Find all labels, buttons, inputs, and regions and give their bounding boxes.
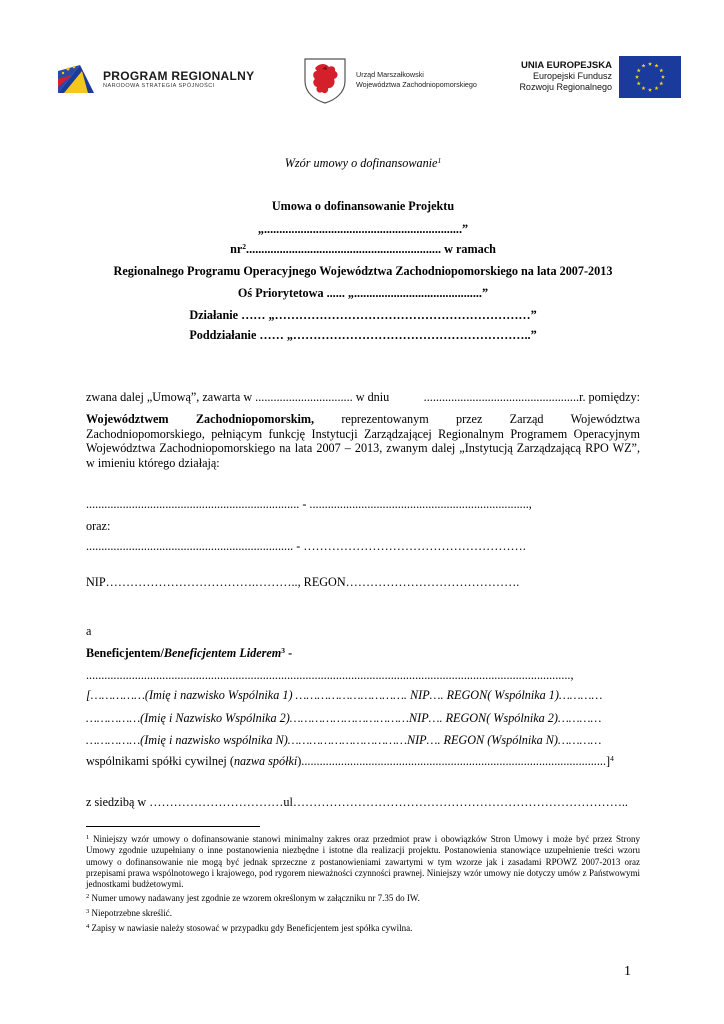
- footnote-ref-1: 1: [437, 156, 442, 165]
- partner-n-line: ……………(Imię i nazwisko wspólnika N)……………………………NIP…. REGON (Wspólnika N)…………: [86, 733, 602, 747]
- body-paragraph-2: [86, 412, 640, 470]
- p1-part-a: zwana dalej „Umową”, zawarta w ................................ w dniu: [86, 390, 390, 404]
- civil-partnership-line: [86, 754, 614, 769]
- seat-line: z siedzibą w ……………………………ul………………………………………………………………………..: [86, 795, 628, 809]
- partner-1-line: [……………(Imię i nazwisko Wspólnika 1) …………………………. NIP…. REGON( Wspólnika 1)…………: [86, 688, 603, 702]
- heading-line-3: [86, 242, 640, 257]
- heading-line-7: Poddziałanie …… „…………………………………………………..”: [189, 328, 537, 342]
- footnote-1-num: 1: [86, 834, 90, 841]
- beneficiary-leader-label: Beneficjentem Liderem: [163, 646, 282, 660]
- footnote-2: [86, 893, 640, 904]
- footnote-ref-3: 3: [281, 646, 286, 655]
- and-label: a: [86, 624, 92, 638]
- heading-line-2: „.................................................................”: [257, 222, 469, 236]
- griffin-coat-of-arms-icon: [302, 57, 348, 104]
- heading-line-6: Działanie …… „………………………………………………………”: [189, 308, 537, 322]
- oraz-label: oraz:: [86, 519, 111, 533]
- heading-line-4: Regionalnego Programu Operacyjnego Województwa Zachodniopomorskiego na lata 2007-2013: [113, 264, 613, 278]
- program-name: PROGRAM REGIONALNY: [103, 69, 255, 83]
- signature-line-2: .................................................................... - ……………………………………………….: [86, 539, 526, 553]
- signature-line-1: ...................................................................... - ........................................................................,: [86, 497, 532, 511]
- footnote-ref-4: 4: [610, 754, 614, 763]
- partner-2-line: ……………(Imię i Nazwisko Wspólnika 2)……………………………NIP…. REGON( Wspólnika 2)…………: [86, 711, 602, 725]
- footnote-4-text: Zapisy w nawiasie należy stosować w przypadku gdy Beneficjentem jest spółka cywilna.: [91, 923, 413, 933]
- body-paragraph-1: [86, 390, 640, 405]
- office-line-1: Urząd Marszałkowski: [356, 70, 424, 79]
- heading-line-1: Umowa o dofinansowanie Projektu: [271, 199, 455, 213]
- footnote-4: [86, 923, 640, 934]
- eu-flag-icon: [619, 56, 681, 98]
- nr-label: nr: [230, 242, 243, 256]
- p2-bold: Województwem Zachodniopomorskim,: [86, 412, 315, 426]
- document-title: [86, 156, 640, 171]
- beneficiary-line: [86, 646, 292, 661]
- heading-line-5: Oś Priorytetowa ...... „..........................................”: [237, 286, 489, 300]
- beneficiary-label: Beneficjentem/: [86, 646, 164, 660]
- p1-part-b: ...................................................r. pomiędzy:: [423, 390, 640, 404]
- eu-fund-line-2: Rozwoju Regionalnego: [519, 82, 612, 92]
- footnote-separator: [86, 826, 260, 827]
- eu-title: UNIA EUROPEJSKA: [521, 60, 612, 71]
- footnote-4-num: 4: [86, 923, 90, 930]
- footnote-3-text: Niepotrzebne skreślić.: [91, 908, 172, 918]
- nr-rest: ................................................................ w ramach: [246, 242, 496, 256]
- footnote-2-num: 2: [86, 893, 90, 900]
- footnote-3: [86, 908, 640, 919]
- dotted-fill-line: ...............................................................................................................................................................,: [86, 668, 574, 682]
- office-line-2: Województwa Zachodniopomorskiego: [356, 79, 477, 89]
- eu-fund-text: [519, 60, 612, 93]
- civil-part-a: wspólnikami spółki cywilnej (: [86, 754, 234, 768]
- civil-company-name: nazwa spółki: [233, 754, 298, 768]
- footnote-3-num: 3: [86, 908, 90, 915]
- marshal-office-name: [356, 70, 477, 89]
- p2-rest: reprezentowanym przez Zarząd Województwa Zachodniopomorskiego, pełniącym funkcję Instytucji Zarządzającej Regionalnym Programem Operacyjnym Województwa Zachodniopomorskiego na lata 2007 – 2013, zwanym dalej „Instytucją Zarządzającą RPO WZ”, w imieniu którego działają:: [86, 412, 640, 470]
- footnote-ref-2: 2: [242, 242, 247, 251]
- program-subtitle: NARODOWA STRATEGIA SPÓJNOŚCI: [103, 83, 215, 89]
- footnote-2-text: Numer umowy nadawany jest zgodnie ze wzorem określonym w załączniku nr 7.35 do IW.: [91, 893, 420, 903]
- nip-regon-line: NIP……………………………….……….., REGON…………………………………….: [86, 575, 520, 589]
- footnote-1: [86, 834, 640, 890]
- civil-part-c: )....................................................................................................]: [297, 754, 611, 768]
- program-regionalny-logo-icon: [58, 61, 94, 93]
- page-number: 1: [624, 964, 631, 979]
- footnote-1-text: Niniejszy wzór umowy o dofinansowanie stanowi minimalny zakres oraz przedmiot praw i obowiązków Stron Umowy i może być przez Strony Umowy zgodnie uzupełniany o inne postanowienia niezbędne i istotne dla realizacji projektu. Postanowienia stanowiące uzupełnienie treści wzoru umowy o dofinansowanie nie mogą być jednak sprzeczne z postanowieniami zawartymi w tym wzorze jak i zasadami RPOWZ 2007-2013 oraz przepisami prawa wspólnotowego i krajowego, pod rygorem nieważności czynności prawnej. Niniejszy wzór umowy nie dotyczy umów z Państwowymi jednostkami budżetowymi.: [86, 834, 640, 890]
- eu-fund-line-1: Europejski Fundusz: [532, 71, 612, 81]
- title-text: Wzór umowy o dofinansowanie: [284, 156, 438, 170]
- beneficiary-dash: -: [285, 646, 293, 660]
